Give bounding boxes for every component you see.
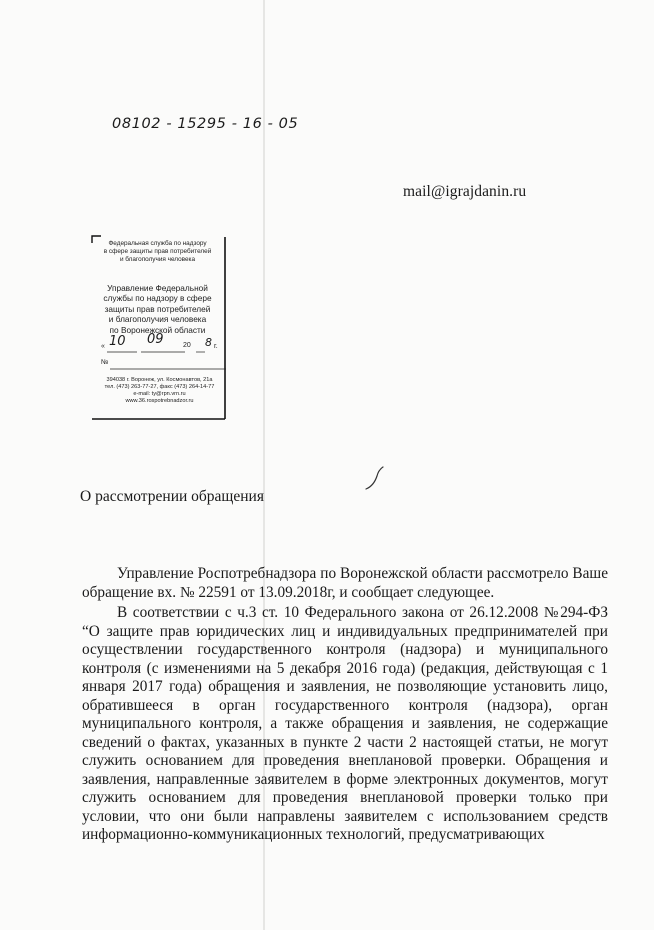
stamp-address-line: e-mail: ty@rpn.vrn.ru: [133, 391, 186, 397]
handwritten-month: 09: [147, 332, 164, 347]
stamp-date-open-quote: «: [101, 343, 105, 350]
pen-tick-mark: [362, 466, 386, 492]
stamp-address-line: www.36.rospotrebnadzor.ru: [125, 398, 194, 404]
letter-body: [82, 565, 608, 845]
body-paragraph: В соответствии с ч.3 ст. 10 Федерального закона от 26.12.2008 №294-ФЗ “О защите прав юридических лиц и индивидуальных предпринимателей при осуществлении государственного контроля (надзора) и муниципального контроля (с изменениями на 5 декабря 2016 года) (редакция, действующая с 1 января 2017 года) обращения и заявления, не позволяющие установить лицо, обратившееся в орган государственного контроля (надзора), орган муниципального контроля, а также обращения и заявления, не содержащие сведений о фактах, указанных в пункте 2 части 2 настоящей статьи, не могут служить основанием для проведения внеплановой проверки. Обращения и заявления, направленные заявителем в форме электронных документов, могут служить основанием для проведения внеплановой проверки только при условии, что они были направлены заявителем с использованием средств информационно-коммуникационных технологий, предусматривающих: [82, 604, 608, 843]
stamp-year-suffix: г.: [214, 343, 218, 350]
official-stamp: [92, 236, 225, 420]
stamp-office-line: службы по надзору в сфере: [103, 293, 212, 304]
stamp-agency-line: в сфере защиты прав потребителей: [103, 248, 212, 255]
stamp-office-line: защиты прав потребителей: [104, 303, 211, 314]
stamp-number-field: [101, 359, 109, 366]
stamp-office-line: и благополучия человека: [108, 314, 207, 325]
stamp-office-line: Управление Федеральной: [107, 283, 208, 293]
stamp-agency-header: [92, 240, 223, 264]
letter-subject: О рассмотрении обращения: [80, 488, 264, 505]
stamp-number-sign: №: [101, 359, 109, 366]
stamp-office-name: [92, 283, 223, 335]
stamp-office-line: по Воронежской области: [109, 324, 206, 335]
stamp-address-line: тел. (473) 263-77-27, факс (473) 264-14-77: [104, 384, 215, 390]
stamp-date-field: [101, 332, 225, 361]
stamp-agency-line: Федеральная служба по надзору: [108, 240, 207, 247]
recipient-email: mail@igrajdanin.ru: [403, 183, 527, 200]
handwritten-day: 10: [109, 334, 126, 349]
body-paragraph: Управление Роспотребнадзора по Воронежской области рассмотрело Ваше обращение вх. № 22591 от 13.09.2018г, и сообщает следующее.: [82, 565, 608, 601]
stamp-number-underline: [110, 367, 230, 373]
stamp-address: [96, 377, 223, 405]
stamp-year-prefix: 20: [183, 342, 191, 349]
stamp-address-line: 394038 г. Воронеж, ул. Космонавтов, 21а: [106, 377, 213, 383]
handwritten-registration-number: 08102 - 15295 - 16 - 05: [112, 116, 299, 132]
stamp-agency-line: и благополучия человека: [119, 256, 196, 263]
handwritten-year-digit: 8: [205, 336, 212, 349]
